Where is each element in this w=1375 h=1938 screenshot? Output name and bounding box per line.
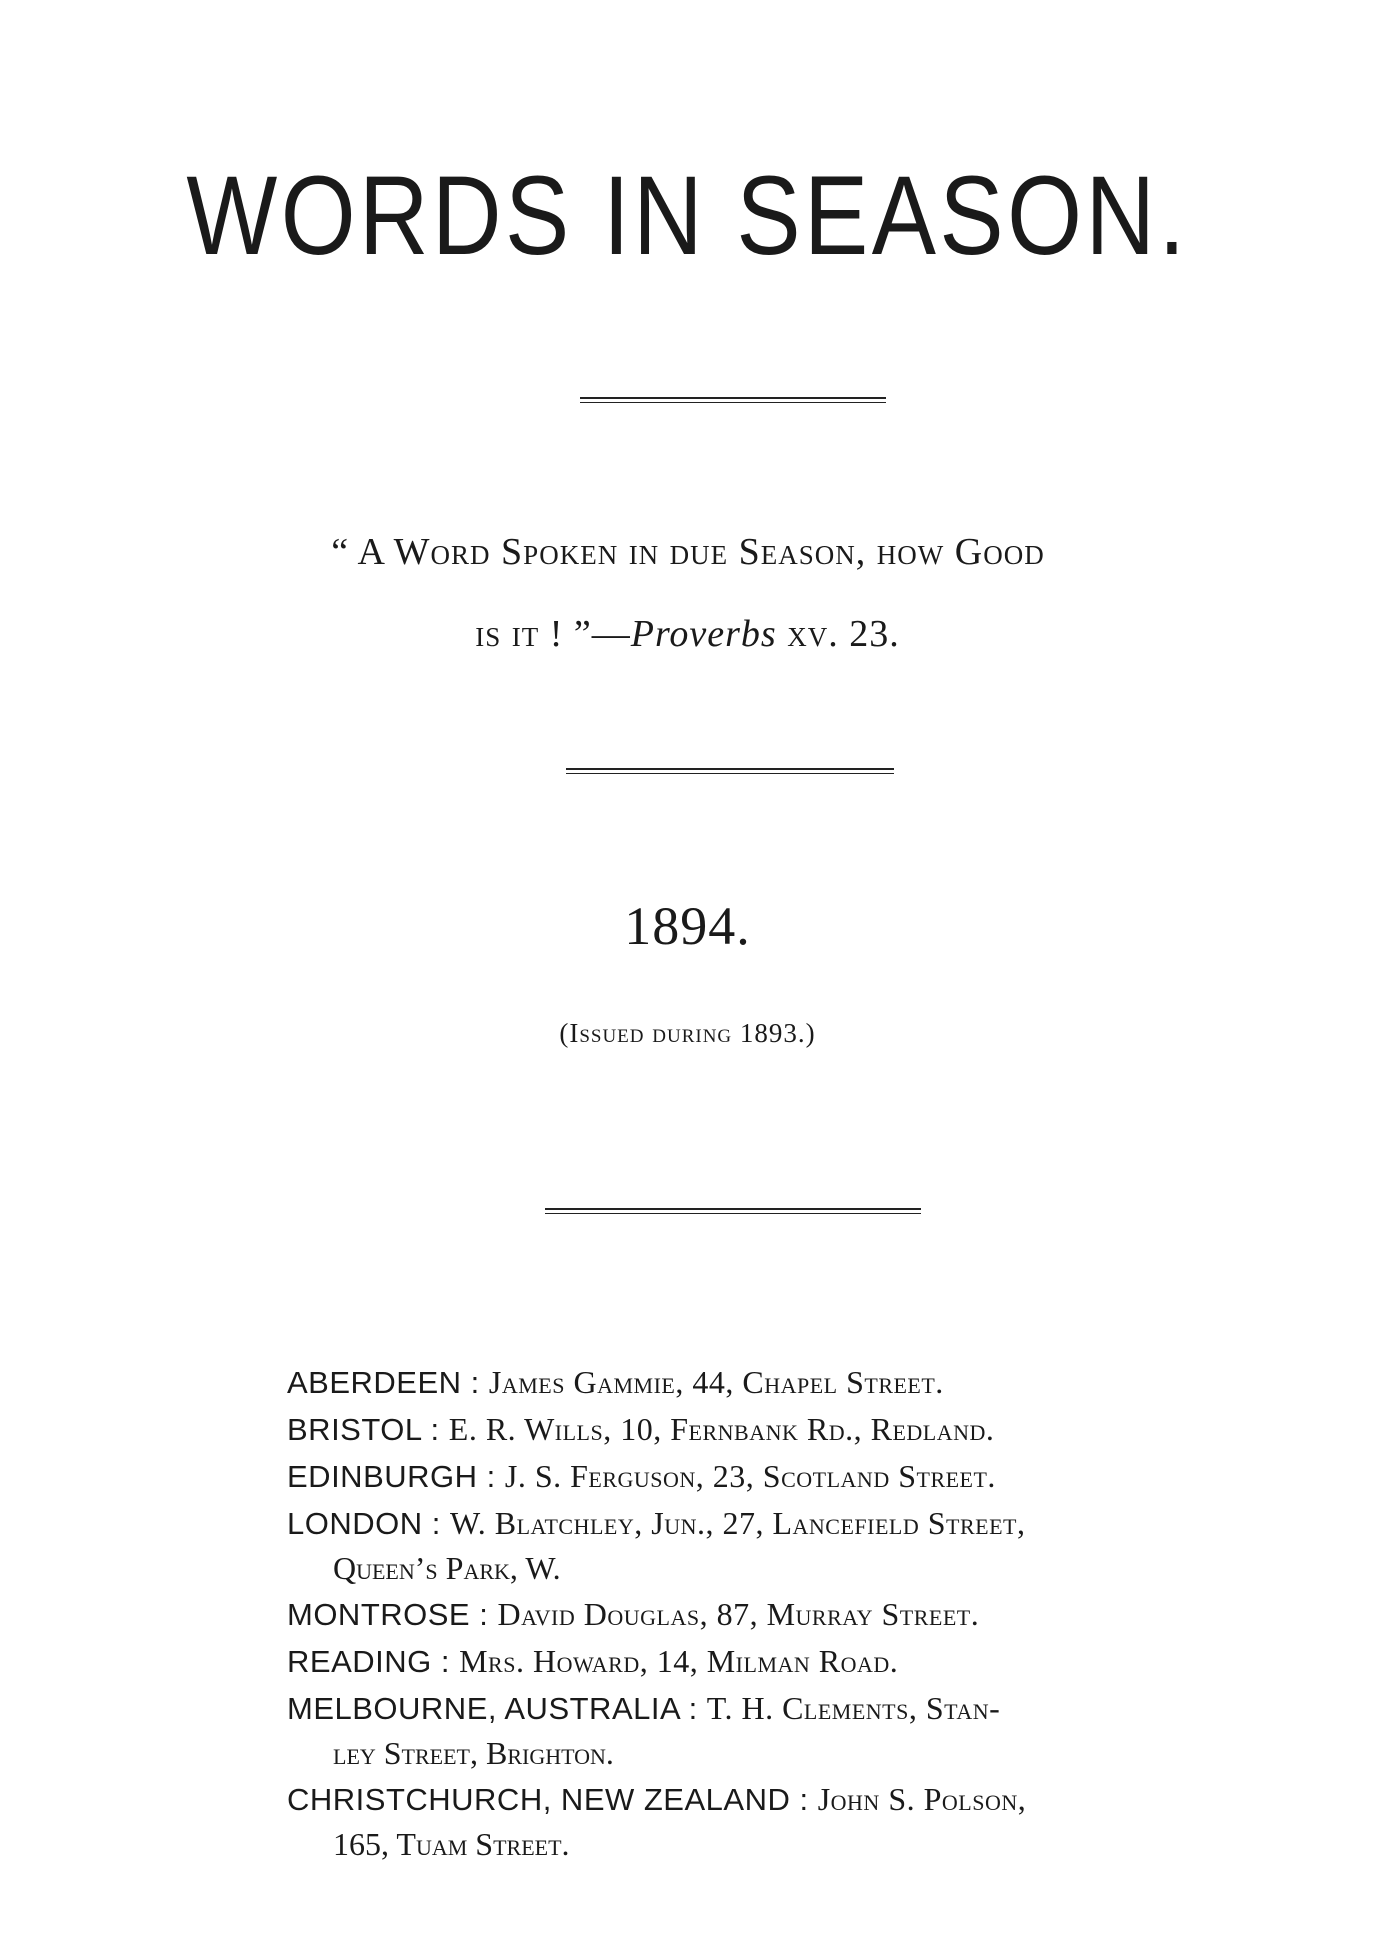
publication-year: 1894. <box>624 896 751 956</box>
agent-address: J. S. Ferguson, 23, Scotland Street. <box>504 1458 996 1494</box>
agent-entry <box>287 1454 1287 1499</box>
agent-city: MELBOURNE, AUSTRALIA <box>287 1691 680 1726</box>
epigraph-line-2 <box>0 612 1375 656</box>
agent-city: CHRISTCHURCH, NEW ZEALAND <box>287 1782 791 1817</box>
agent-entry <box>287 1407 1287 1452</box>
agent-city: BRISTOL <box>287 1412 422 1447</box>
agent-address: David Douglas, 87, Murray Street. <box>497 1596 980 1632</box>
issued-note: (Issued during 1893.) <box>559 1018 816 1048</box>
epigraph-reference: xv. 23. <box>776 613 900 655</box>
agent-address: Mrs. Howard, 14, Milman Road. <box>459 1643 899 1679</box>
agent-address: E. R. Wills, 10, Fernbank Rd., Redland. <box>448 1411 995 1447</box>
agent-separator: : <box>431 1644 460 1679</box>
agent-address: W. Blatchley, Jun., 27, Lancefield Street, <box>449 1505 1026 1541</box>
agent-separator: : <box>421 1412 449 1447</box>
double-rule-divider <box>580 397 886 405</box>
double-rule-divider <box>545 1208 921 1216</box>
agent-separator: : <box>470 1597 498 1632</box>
agent-city: EDINBURGH <box>287 1459 478 1494</box>
agent-separator: : <box>679 1691 707 1726</box>
agent-address-continuation: ley Street, Brighton. <box>333 1735 614 1771</box>
agent-entry <box>287 1592 1287 1637</box>
agent-entry <box>287 1501 1287 1590</box>
agent-city: MONTROSE <box>287 1597 471 1632</box>
agent-city: LONDON <box>287 1506 423 1541</box>
agent-address: John S. Polson, <box>817 1781 1027 1817</box>
epigraph-book: Proverbs <box>630 613 777 655</box>
agent-address-continuation: 165, Tuam Street. <box>333 1826 570 1862</box>
agents-list <box>287 1360 1287 1868</box>
agent-entry <box>287 1686 1287 1775</box>
agent-entry <box>287 1639 1287 1684</box>
book-title: WORDS IN SEASON. <box>186 153 1189 278</box>
double-rule-divider <box>566 768 894 776</box>
agent-city: ABERDEEN <box>287 1365 462 1400</box>
agent-entry <box>287 1777 1287 1866</box>
agent-entry <box>287 1360 1287 1405</box>
epigraph-prefix: is it ! ”— <box>475 613 631 655</box>
agent-separator: : <box>790 1782 818 1817</box>
agent-separator: : <box>461 1365 489 1400</box>
agent-address: T. H. Clements, Stan- <box>706 1690 1001 1726</box>
agent-separator: : <box>422 1506 450 1541</box>
agent-address: James Gammie, 44, Chapel Street. <box>488 1364 944 1400</box>
agent-separator: : <box>477 1459 505 1494</box>
agent-city: READING <box>287 1644 432 1679</box>
agent-address-continuation: Queen’s Park, W. <box>333 1550 561 1586</box>
epigraph-line-1: “ A Word Spoken in due Season, how Good <box>331 531 1045 573</box>
